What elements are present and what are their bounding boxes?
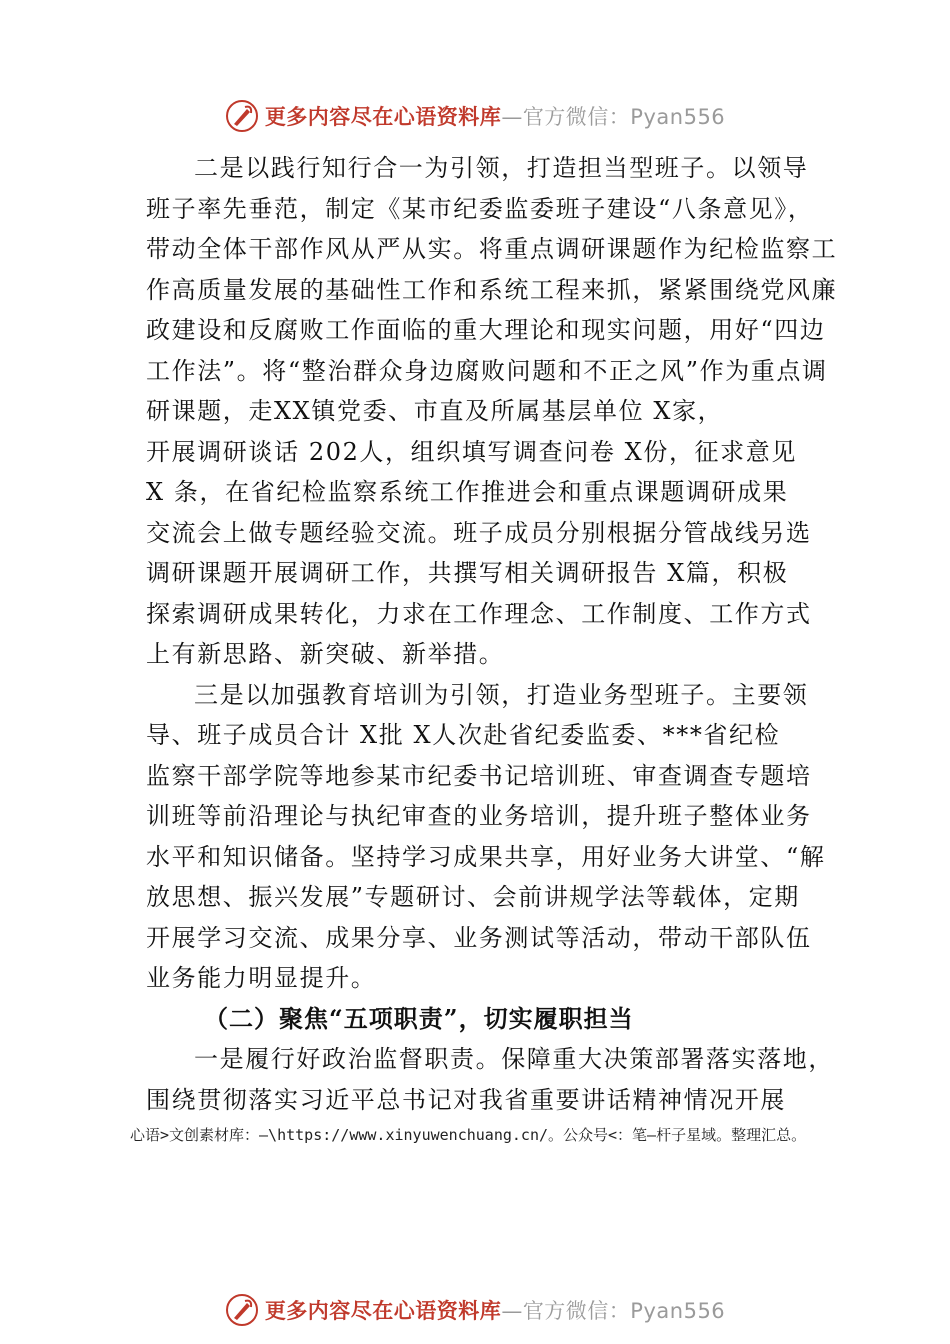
paragraph-line: 监察干部学院等地参某市纪委书记培训班、审查调查专题培 <box>146 761 812 790</box>
paragraph-line: X 条，在省纪检监察系统工作推进会和重点课题调研成果 <box>146 478 789 506</box>
watermark-gray-text: —官方微信：Pyan556 <box>501 105 726 129</box>
paragraph-line: 二是以践行知行合一为引领，打造担当型班子。以领导 <box>194 154 809 182</box>
pen-circle-logo-icon <box>225 1293 259 1327</box>
watermark-red-text: 更多内容尽在心语资料库 <box>264 105 502 129</box>
paragraph-line: 导、班子成员合计 X批 X人次赴省纪委监委、***省纪检 <box>146 721 781 749</box>
bottom-watermark <box>0 1290 950 1330</box>
watermark-text <box>265 1295 725 1325</box>
watermark-gray-text: —官方微信：Pyan556 <box>501 1299 726 1323</box>
paragraph-line: 训班等前沿理论与执纪审查的业务培训，提升班子整体业务 <box>146 802 812 830</box>
paragraph-line: 开展学习交流、成果分享、业务测试等活动，带动干部队伍 <box>146 923 812 952</box>
pen-circle-logo-icon <box>225 99 259 133</box>
paragraph-line: 作高质量发展的基础性工作和系统工程来抓，紧紧围绕党风廉 <box>146 275 838 304</box>
section-heading: （二）聚焦“五项职责”，切实履职担当 <box>204 1003 634 1033</box>
paragraph-line: 水平和知识储备。坚持学习成果共享，用好业务大讲堂、“解 <box>146 842 826 871</box>
paragraph-line: 一是履行好政治监督职责。保障重大决策部署落实落地， <box>194 1045 834 1073</box>
paragraph-line: 开展调研谈话 202人，组织填写调查问卷 X份，征求意见 <box>146 437 797 466</box>
paragraph-line: 调研课题开展调研工作，共撰写相关调研报告 X篇，积极 <box>146 559 789 587</box>
document-body <box>146 148 838 1120</box>
watermark-text <box>265 101 725 131</box>
paragraph-line: 工作法”。将“整治群众身边腐败问题和不正之风”作为重点调 <box>146 356 828 385</box>
paragraph-line: 放思想、振兴发展”专题研讨、会前讲规学法等载体，定期 <box>146 883 800 911</box>
watermark-red-text: 更多内容尽在心语资料库 <box>264 1299 502 1323</box>
paragraph-line: 政建设和反腐败工作面临的重大理论和现实问题，用好“四边 <box>146 316 826 344</box>
source-note: 心语>文创素材库：—\https://www.xinyuwenchuang.cn/。公众号<：笔—杆子星域。整理汇总。 <box>130 1126 807 1144</box>
paragraph-line: 交流会上做专题经验交流。班子成员分别根据分管战线另选 <box>146 518 812 547</box>
paragraph-line: 业务能力明显提升。 <box>146 964 377 992</box>
paragraph-line: 班子率先垂范，制定《某市纪委监委班子建设“八条意见》， <box>146 194 814 223</box>
top-watermark <box>0 96 950 136</box>
paragraph-line: 三是以加强教育培训为引领，打造业务型班子。主要领 <box>194 680 809 709</box>
paragraph-line: 上有新思路、新突破、新举措。 <box>146 640 505 668</box>
paragraph-line: 围绕贯彻落实习近平总书记对我省重要讲话精神情况开展 <box>146 1085 786 1114</box>
paragraph-line: 带动全体干部作风从严从实。将重点调研课题作为纪检监察工 <box>146 235 838 263</box>
paragraph-line: 研课题，走XX镇党委、市直及所属基层单位 X家， <box>146 397 724 425</box>
paragraph-line: 探索调研成果转化，力求在工作理念、工作制度、工作方式 <box>146 599 812 628</box>
